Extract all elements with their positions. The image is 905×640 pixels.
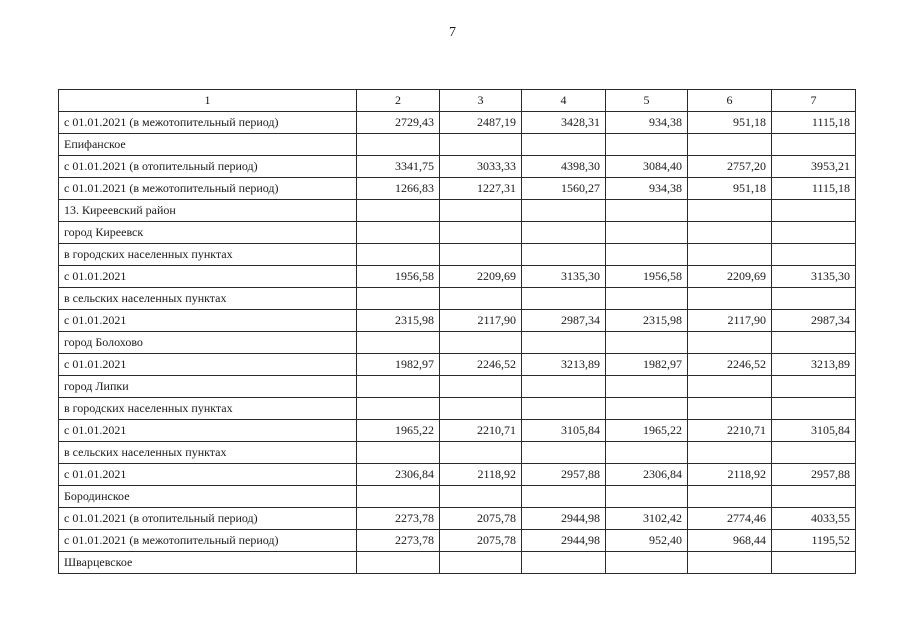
tariff-value-cell: 2957,88 xyxy=(522,464,606,486)
tariff-value-cell xyxy=(522,288,606,310)
tariff-value-cell xyxy=(606,134,688,156)
tariff-value-cell xyxy=(772,376,856,398)
tariff-value-cell xyxy=(606,552,688,574)
table-row xyxy=(59,398,856,420)
tariff-value-cell xyxy=(688,134,772,156)
tariff-value-cell xyxy=(440,222,522,244)
tariff-value-cell: 2757,20 xyxy=(688,156,772,178)
tariff-value-cell xyxy=(440,332,522,354)
tariff-value-cell: 3135,30 xyxy=(522,266,606,288)
tariff-value-cell: 1982,97 xyxy=(357,354,440,376)
row-label-cell: в сельских населенных пунктах xyxy=(59,288,357,310)
tariff-value-cell xyxy=(772,552,856,574)
tariff-value-cell xyxy=(688,442,772,464)
page-number: 7 xyxy=(449,25,456,40)
row-label-cell: с 01.01.2021 xyxy=(59,310,357,332)
row-label-cell: город Киреевск xyxy=(59,222,357,244)
tariff-value-cell xyxy=(522,552,606,574)
column-number-header: 4 xyxy=(522,90,606,112)
tariff-value-cell xyxy=(522,134,606,156)
tariff-value-cell xyxy=(357,222,440,244)
tariff-value-cell: 1227,31 xyxy=(440,178,522,200)
tariff-value-cell: 1266,83 xyxy=(357,178,440,200)
tariff-value-cell: 1560,27 xyxy=(522,178,606,200)
tariff-value-cell xyxy=(606,486,688,508)
table-row xyxy=(59,354,856,376)
tariff-value-cell xyxy=(440,376,522,398)
tariff-value-cell xyxy=(688,288,772,310)
tariff-value-cell: 2246,52 xyxy=(440,354,522,376)
row-label-cell: с 01.01.2021 (в межотопительный период) xyxy=(59,530,357,552)
row-label-cell: с 01.01.2021 xyxy=(59,420,357,442)
tariff-value-cell: 2075,78 xyxy=(440,508,522,530)
tariff-value-cell: 3084,40 xyxy=(606,156,688,178)
tariff-value-cell xyxy=(772,288,856,310)
table-body xyxy=(59,90,856,574)
row-label-cell: с 01.01.2021 xyxy=(59,354,357,376)
tariff-value-cell xyxy=(522,442,606,464)
tariff-value-cell xyxy=(357,442,440,464)
tariff-value-cell: 3033,33 xyxy=(440,156,522,178)
tariff-value-cell xyxy=(688,376,772,398)
row-label-cell: Епифанское xyxy=(59,134,357,156)
tariff-value-cell: 2117,90 xyxy=(440,310,522,332)
tariff-value-cell xyxy=(606,398,688,420)
tariff-value-cell: 2944,98 xyxy=(522,508,606,530)
tariff-value-cell: 3953,21 xyxy=(772,156,856,178)
table-row xyxy=(59,288,856,310)
row-label-cell: с 01.01.2021 (в межотопительный период) xyxy=(59,112,357,134)
tariff-value-cell xyxy=(606,288,688,310)
tariff-value-cell: 3341,75 xyxy=(357,156,440,178)
tariff-value-cell xyxy=(440,442,522,464)
row-label-cell: город Липки xyxy=(59,376,357,398)
row-label-cell: 13. Киреевский район xyxy=(59,200,357,222)
tariff-value-cell: 1115,18 xyxy=(772,112,856,134)
tariff-value-cell: 2210,71 xyxy=(440,420,522,442)
table-row xyxy=(59,486,856,508)
tariff-value-cell: 952,40 xyxy=(606,530,688,552)
row-label-cell: Шварцевское xyxy=(59,552,357,574)
table-row xyxy=(59,530,856,552)
tariff-value-cell: 2987,34 xyxy=(772,310,856,332)
column-number-header: 6 xyxy=(688,90,772,112)
table-row xyxy=(59,464,856,486)
tariff-value-cell: 2273,78 xyxy=(357,508,440,530)
tariff-value-cell: 2306,84 xyxy=(606,464,688,486)
tariff-value-cell: 3213,89 xyxy=(522,354,606,376)
tariff-value-cell: 4033,55 xyxy=(772,508,856,530)
tariff-value-cell: 2210,71 xyxy=(688,420,772,442)
tariff-value-cell xyxy=(606,244,688,266)
table-row xyxy=(59,552,856,574)
tariff-value-cell xyxy=(357,552,440,574)
table-row xyxy=(59,376,856,398)
row-label-cell: в городских населенных пунктах xyxy=(59,244,357,266)
tariff-value-cell xyxy=(688,332,772,354)
table-row xyxy=(59,134,856,156)
row-label-cell: город Болохово xyxy=(59,332,357,354)
tariff-value-cell: 934,38 xyxy=(606,112,688,134)
tariff-value-cell: 2774,46 xyxy=(688,508,772,530)
tariff-value-cell: 2209,69 xyxy=(688,266,772,288)
tariff-value-cell: 2306,84 xyxy=(357,464,440,486)
row-label-cell: в городских населенных пунктах xyxy=(59,398,357,420)
tariff-value-cell xyxy=(522,332,606,354)
tariff-value-cell: 1195,52 xyxy=(772,530,856,552)
table-header-row xyxy=(59,90,856,112)
tariff-value-cell: 2987,34 xyxy=(522,310,606,332)
tariff-value-cell xyxy=(357,332,440,354)
tariff-value-cell xyxy=(440,244,522,266)
tariff-value-cell xyxy=(522,398,606,420)
tariff-value-cell xyxy=(606,332,688,354)
tariff-value-cell: 951,18 xyxy=(688,112,772,134)
tariff-value-cell xyxy=(772,244,856,266)
tariff-value-cell xyxy=(522,222,606,244)
tariff-value-cell xyxy=(522,376,606,398)
tariff-value-cell: 1956,58 xyxy=(357,266,440,288)
table-row xyxy=(59,244,856,266)
tariff-value-cell xyxy=(357,376,440,398)
tariff-value-cell xyxy=(688,398,772,420)
tariff-value-cell xyxy=(772,332,856,354)
tariff-value-cell xyxy=(357,398,440,420)
column-number-header: 1 xyxy=(59,90,357,112)
tariff-value-cell: 3102,42 xyxy=(606,508,688,530)
column-number-header: 5 xyxy=(606,90,688,112)
row-label-cell: с 01.01.2021 (в межотопительный период) xyxy=(59,178,357,200)
tariff-value-cell xyxy=(522,244,606,266)
tariff-value-cell: 968,44 xyxy=(688,530,772,552)
tariff-value-cell xyxy=(606,222,688,244)
table-row xyxy=(59,112,856,134)
column-number-header: 3 xyxy=(440,90,522,112)
table-row xyxy=(59,266,856,288)
table-row xyxy=(59,310,856,332)
tariff-value-cell: 2209,69 xyxy=(440,266,522,288)
tariff-value-cell: 2957,88 xyxy=(772,464,856,486)
tariff-value-cell xyxy=(688,486,772,508)
tariff-value-cell: 3105,84 xyxy=(772,420,856,442)
tariff-value-cell xyxy=(772,442,856,464)
tariff-value-cell: 3135,30 xyxy=(772,266,856,288)
column-number-header: 2 xyxy=(357,90,440,112)
row-label-cell: с 01.01.2021 xyxy=(59,464,357,486)
tariff-value-cell: 2315,98 xyxy=(357,310,440,332)
row-label-cell: в сельских населенных пунктах xyxy=(59,442,357,464)
tariff-value-cell xyxy=(688,200,772,222)
column-number-header: 7 xyxy=(772,90,856,112)
table-row xyxy=(59,156,856,178)
row-label-cell: Бородинское xyxy=(59,486,357,508)
tariff-value-cell: 2246,52 xyxy=(688,354,772,376)
tariff-value-cell xyxy=(357,288,440,310)
tariff-value-cell xyxy=(688,552,772,574)
tariff-value-cell: 2118,92 xyxy=(440,464,522,486)
tariff-value-cell: 2487,19 xyxy=(440,112,522,134)
tariff-value-cell xyxy=(772,486,856,508)
tariff-value-cell xyxy=(772,134,856,156)
tariff-value-cell: 1115,18 xyxy=(772,178,856,200)
tariff-table xyxy=(58,89,856,574)
tariff-value-cell xyxy=(772,200,856,222)
row-label-cell: с 01.01.2021 (в отопительный период) xyxy=(59,156,357,178)
tariff-value-cell xyxy=(440,486,522,508)
tariff-value-cell: 2118,92 xyxy=(688,464,772,486)
tariff-value-cell xyxy=(606,200,688,222)
tariff-value-cell xyxy=(357,200,440,222)
tariff-value-cell: 2273,78 xyxy=(357,530,440,552)
tariff-value-cell xyxy=(688,222,772,244)
tariff-value-cell: 1956,58 xyxy=(606,266,688,288)
table-row xyxy=(59,200,856,222)
tariff-value-cell: 2315,98 xyxy=(606,310,688,332)
tariff-value-cell xyxy=(440,134,522,156)
row-label-cell: с 01.01.2021 (в отопительный период) xyxy=(59,508,357,530)
tariff-value-cell: 2729,43 xyxy=(357,112,440,134)
tariff-value-cell xyxy=(357,486,440,508)
tariff-value-cell xyxy=(522,486,606,508)
tariff-value-cell: 2117,90 xyxy=(688,310,772,332)
tariff-value-cell: 2944,98 xyxy=(522,530,606,552)
tariff-value-cell: 1965,22 xyxy=(606,420,688,442)
tariff-value-cell xyxy=(440,398,522,420)
tariff-value-cell xyxy=(357,134,440,156)
tariff-value-cell: 3105,84 xyxy=(522,420,606,442)
tariff-value-cell: 3213,89 xyxy=(772,354,856,376)
tariff-value-cell: 3428,31 xyxy=(522,112,606,134)
tariff-value-cell xyxy=(522,200,606,222)
tariff-value-cell xyxy=(606,376,688,398)
tariff-value-cell xyxy=(440,200,522,222)
tariff-value-cell: 2075,78 xyxy=(440,530,522,552)
tariff-value-cell xyxy=(357,244,440,266)
table-row xyxy=(59,508,856,530)
tariff-value-cell xyxy=(772,398,856,420)
table-row xyxy=(59,420,856,442)
tariff-value-cell: 1965,22 xyxy=(357,420,440,442)
table-row xyxy=(59,332,856,354)
tariff-value-cell: 951,18 xyxy=(688,178,772,200)
row-label-cell: с 01.01.2021 xyxy=(59,266,357,288)
tariff-value-cell: 4398,30 xyxy=(522,156,606,178)
tariff-value-cell xyxy=(688,244,772,266)
table-row xyxy=(59,222,856,244)
tariff-value-cell xyxy=(772,222,856,244)
tariff-value-cell: 1982,97 xyxy=(606,354,688,376)
tariff-value-cell xyxy=(606,442,688,464)
table-row xyxy=(59,442,856,464)
tariff-value-cell xyxy=(440,552,522,574)
tariff-value-cell: 934,38 xyxy=(606,178,688,200)
table-row xyxy=(59,178,856,200)
tariff-value-cell xyxy=(440,288,522,310)
